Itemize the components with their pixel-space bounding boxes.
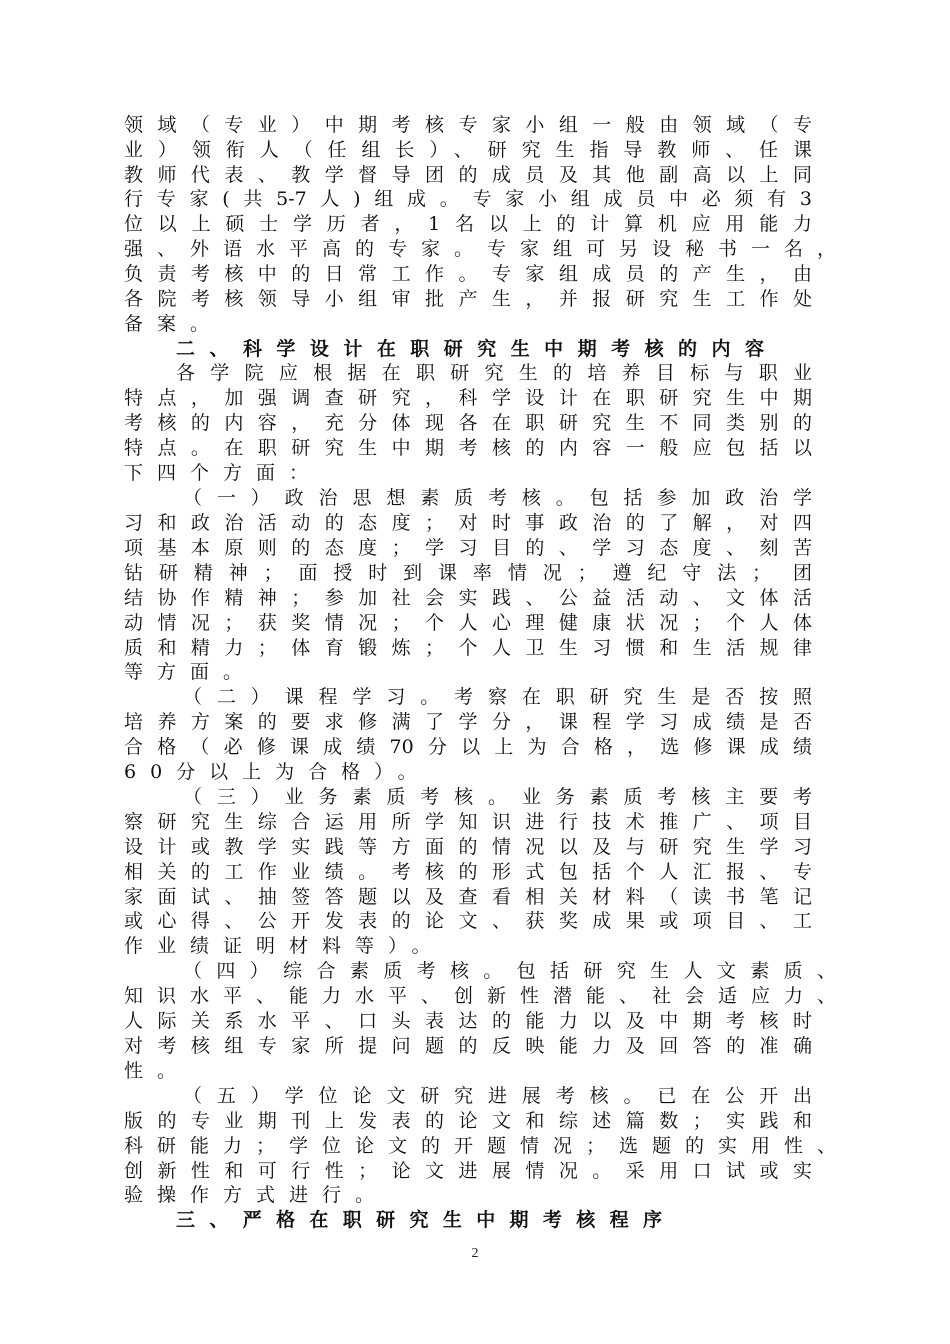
section-heading: 二、科学设计在职研究生中期考核的内容 — [176, 338, 764, 360]
body-line: 验操作方式进行。 — [124, 1184, 389, 1206]
body-line: 相关的工作业绩。考核的形式包括个人汇报、专 — [124, 861, 812, 883]
body-line: 作业绩证明材料等）。 — [124, 935, 445, 957]
body-line: 科研能力；学位论文的开题情况；选题的实用性、 — [124, 1135, 836, 1157]
body-line: 结协作精神；参加社会实践、公益活动、文体活 — [124, 587, 812, 609]
body-line: 业）领衔人（任组长）、研究生指导教师、任课 — [124, 139, 812, 161]
body-line: 家面试、抽签答题以及查看相关材料（读书笔记 — [124, 886, 812, 908]
body-line: 项基本原则的态度；学习目的、学习态度、刻苦 — [124, 537, 812, 559]
body-line: （三）业务素质考核。业务素质考核主要考 — [183, 786, 812, 808]
body-line: 60分以上为合格）。 — [124, 761, 431, 783]
body-line: 等方面。 — [124, 661, 257, 683]
body-line: 考核的内容，充分体现各在职研究生不同类别的 — [124, 412, 812, 434]
body-line: 教师代表、教学督导团的成员及其他副高以上同 — [124, 164, 812, 186]
page-number: 2 — [471, 1246, 479, 1261]
body-line: 各学院应根据在职研究生的培养目标与职业 — [176, 362, 812, 384]
body-line: 合格（必修课成绩70分以上为合格，选修课成绩 — [124, 736, 812, 758]
body-line: 特点。在职研究生中期考核的内容一般应包括以 — [124, 437, 812, 459]
body-line: 察研究生综合运用所学知识进行技术推广、项目 — [124, 811, 812, 833]
body-line: 特点，加强调查研究，科学设计在职研究生中期 — [124, 387, 812, 409]
body-line: 质和精力；体育锻炼；个人卫生习惯和生活规律 — [124, 637, 812, 659]
body-line: 创新性和可行性；论文进展情况。采用口试或实 — [124, 1160, 812, 1182]
body-line: （二）课程学习。考察在职研究生是否按照 — [183, 686, 812, 708]
body-line: 设计或教学实践等方面的情况以及与研究生学习 — [124, 836, 812, 858]
body-line: 习和政治活动的态度；对时事政治的了解，对四 — [124, 512, 812, 534]
body-line: 行专家(共5-7人)组成。专家小组成员中必须有3 — [124, 188, 812, 210]
body-line: 领域（专业）中期考核专家小组一般由领域（专 — [124, 114, 812, 136]
section-heading: 三、严格在职研究生中期考核程序 — [176, 1209, 662, 1231]
body-line: 培养方案的要求修满了学分，课程学习成绩是否 — [124, 711, 812, 733]
body-line: 位以上硕士学历者，1名以上的计算机应用能力 — [124, 213, 812, 235]
body-line: 性。 — [124, 1060, 191, 1082]
body-line: 或心得、公开发表的论文、获奖成果或项目、工 — [124, 910, 812, 932]
body-line: 知识水平、能力水平、创新性潜能、社会适应力、 — [124, 985, 836, 1007]
body-line: 备案。 — [124, 313, 224, 335]
body-line: 对考核组专家所提问题的反映能力及回答的准确 — [124, 1035, 812, 1057]
body-line: 强、外语水平高的专家。专家组可另设秘书一名， — [124, 238, 836, 260]
body-line: 各院考核领导小组审批产生，并报研究生工作处 — [124, 288, 812, 310]
body-line: 负责考核中的日常工作。专家组成员的产生，由 — [124, 263, 812, 285]
body-line: 人际关系水平、口头表达的能力以及中期考核时 — [124, 1010, 812, 1032]
body-line: 钻研精神；面授时到课率情况；遵纪守法； 团 — [124, 562, 812, 584]
body-line: （五）学位论文研究进展考核。已在公开出 — [183, 1085, 812, 1107]
body-line: 动情况；获奖情况；个人心理健康状况；个人体 — [124, 612, 812, 634]
body-line: （一）政治思想素质考核。包括参加政治学 — [183, 487, 812, 509]
body-line: 版的专业期刊上发表的论文和综述篇数；实践和 — [124, 1110, 812, 1132]
body-line: （四）综合素质考核。包括研究生人文素质、 — [183, 960, 836, 982]
body-line: 下四个方面： — [124, 462, 323, 484]
